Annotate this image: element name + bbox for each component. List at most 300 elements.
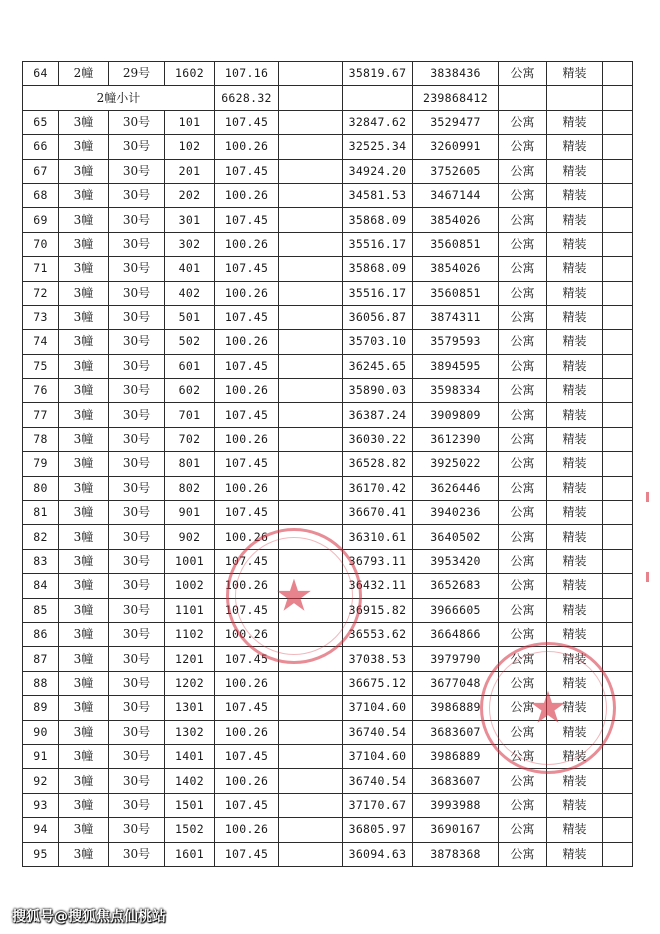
cell-no: 67 xyxy=(23,159,59,183)
cell-use: 公寓 xyxy=(499,281,547,305)
cell-extra xyxy=(603,159,633,183)
cell-use: 公寓 xyxy=(499,744,547,768)
cell-decor: 精装 xyxy=(547,183,603,207)
cell-no: 92 xyxy=(23,769,59,793)
cell-decor: 精装 xyxy=(547,379,603,403)
cell-building: 3幢 xyxy=(59,110,109,134)
cell-room: 901 xyxy=(165,501,215,525)
cell-unit: 30号 xyxy=(109,696,165,720)
cell-area: 100.26 xyxy=(215,622,279,646)
cell-room: 602 xyxy=(165,379,215,403)
cell-no: 78 xyxy=(23,427,59,451)
cell-decor: 精装 xyxy=(547,622,603,646)
cell-extra xyxy=(603,842,633,866)
cell-price: 36030.22 xyxy=(343,427,413,451)
cell-no: 87 xyxy=(23,647,59,671)
cell-unit: 30号 xyxy=(109,501,165,525)
cell-room: 1202 xyxy=(165,671,215,695)
cell-area: 100.26 xyxy=(215,379,279,403)
cell-total: 3529477 xyxy=(413,110,499,134)
cell-building: 3幢 xyxy=(59,696,109,720)
cell-room: 1401 xyxy=(165,744,215,768)
cell-use: 公寓 xyxy=(499,818,547,842)
cell-decor: 精装 xyxy=(547,574,603,598)
cell-decor: 精装 xyxy=(547,793,603,817)
cell-unit: 30号 xyxy=(109,720,165,744)
cell-room: 201 xyxy=(165,159,215,183)
cell-use: 公寓 xyxy=(499,622,547,646)
cell-use: 公寓 xyxy=(499,305,547,329)
cell-decor: 精装 xyxy=(547,769,603,793)
cell-no: 65 xyxy=(23,110,59,134)
cell-unit: 30号 xyxy=(109,232,165,256)
cell-no: 66 xyxy=(23,135,59,159)
cell-extra xyxy=(603,403,633,427)
cell-unit: 30号 xyxy=(109,452,165,476)
cell-area: 100.26 xyxy=(215,476,279,500)
cell-use: 公寓 xyxy=(499,842,547,866)
cell-no: 85 xyxy=(23,598,59,622)
cell-room: 1601 xyxy=(165,842,215,866)
cell-room: 601 xyxy=(165,354,215,378)
cell-blank xyxy=(279,793,343,817)
cell-area: 107.45 xyxy=(215,208,279,232)
cell-price: 36170.42 xyxy=(343,476,413,500)
cell-extra xyxy=(603,476,633,500)
table-row xyxy=(23,354,633,378)
cell-no: 69 xyxy=(23,208,59,232)
cell-extra xyxy=(603,598,633,622)
cell-blank xyxy=(279,744,343,768)
cell-total: 3909809 xyxy=(413,403,499,427)
cell-decor: 精装 xyxy=(547,62,603,86)
cell-decor: 精装 xyxy=(547,549,603,573)
cell-total: 3986889 xyxy=(413,696,499,720)
table-row xyxy=(23,427,633,451)
cell-unit: 30号 xyxy=(109,574,165,598)
cell-decor: 精装 xyxy=(547,720,603,744)
table-row xyxy=(23,62,633,86)
cell-unit: 30号 xyxy=(109,208,165,232)
cell-extra xyxy=(603,549,633,573)
table-row xyxy=(23,622,633,646)
cell-unit: 30号 xyxy=(109,671,165,695)
cell-price: 36432.11 xyxy=(343,574,413,598)
cell-area: 107.45 xyxy=(215,793,279,817)
cell-no: 72 xyxy=(23,281,59,305)
cell-extra xyxy=(603,501,633,525)
cell-decor: 精装 xyxy=(547,354,603,378)
cell-total: 3260991 xyxy=(413,135,499,159)
cell-price: 35868.09 xyxy=(343,208,413,232)
cell-unit: 30号 xyxy=(109,842,165,866)
cell-extra xyxy=(603,427,633,451)
cell-blank xyxy=(499,86,547,110)
cell-room: 502 xyxy=(165,330,215,354)
cell-total: 3690167 xyxy=(413,818,499,842)
cell-decor: 精装 xyxy=(547,208,603,232)
cell-blank xyxy=(279,647,343,671)
cell-unit: 30号 xyxy=(109,183,165,207)
cell-price: 36528.82 xyxy=(343,452,413,476)
cell-total: 3752605 xyxy=(413,159,499,183)
cell-extra xyxy=(603,574,633,598)
cell-total: 3925022 xyxy=(413,452,499,476)
cell-price: 36915.82 xyxy=(343,598,413,622)
cell-total: 3953420 xyxy=(413,549,499,573)
cell-price: 37170.67 xyxy=(343,793,413,817)
cell-no: 76 xyxy=(23,379,59,403)
cell-extra xyxy=(603,135,633,159)
price-list-table xyxy=(22,61,633,867)
cell-building: 3幢 xyxy=(59,549,109,573)
cell-total: 3979790 xyxy=(413,647,499,671)
cell-area: 100.26 xyxy=(215,281,279,305)
cell-total: 3940236 xyxy=(413,501,499,525)
cell-extra xyxy=(603,696,633,720)
cell-decor: 精装 xyxy=(547,452,603,476)
cell-extra xyxy=(603,525,633,549)
cell-total: 3966605 xyxy=(413,598,499,622)
cell-extra xyxy=(603,769,633,793)
cell-total: 3874311 xyxy=(413,305,499,329)
cell-blank xyxy=(279,159,343,183)
cell-price: 37104.60 xyxy=(343,696,413,720)
table-row xyxy=(23,696,633,720)
cell-blank xyxy=(279,86,343,110)
cell-unit: 30号 xyxy=(109,110,165,134)
cell-decor: 精装 xyxy=(547,696,603,720)
cell-total: 3683607 xyxy=(413,720,499,744)
cell-total: 3993988 xyxy=(413,793,499,817)
cell-area: 107.45 xyxy=(215,842,279,866)
cell-unit: 30号 xyxy=(109,793,165,817)
table-row xyxy=(23,379,633,403)
cell-area: 107.45 xyxy=(215,501,279,525)
table-row xyxy=(23,744,633,768)
cell-room: 702 xyxy=(165,427,215,451)
cell-blank xyxy=(279,379,343,403)
cell-unit: 30号 xyxy=(109,330,165,354)
cell-no: 75 xyxy=(23,354,59,378)
cell-no: 64 xyxy=(23,62,59,86)
table-row xyxy=(23,598,633,622)
cell-total: 3664866 xyxy=(413,622,499,646)
cell-area: 107.45 xyxy=(215,110,279,134)
table-row xyxy=(23,330,633,354)
edge-seal-fragment xyxy=(646,572,649,582)
cell-area: 107.45 xyxy=(215,696,279,720)
cell-price: 35516.17 xyxy=(343,232,413,256)
cell-area: 107.45 xyxy=(215,452,279,476)
cell-total: 3579593 xyxy=(413,330,499,354)
table-row xyxy=(23,135,633,159)
cell-blank xyxy=(279,305,343,329)
cell-room: 1101 xyxy=(165,598,215,622)
cell-use: 公寓 xyxy=(499,696,547,720)
cell-building: 3幢 xyxy=(59,769,109,793)
table-row xyxy=(23,574,633,598)
cell-price: 35890.03 xyxy=(343,379,413,403)
cell-use: 公寓 xyxy=(499,110,547,134)
cell-use: 公寓 xyxy=(499,379,547,403)
cell-use: 公寓 xyxy=(499,403,547,427)
cell-no: 94 xyxy=(23,818,59,842)
cell-blank xyxy=(279,622,343,646)
cell-total: 3854026 xyxy=(413,208,499,232)
cell-no: 93 xyxy=(23,793,59,817)
cell-price: 35868.09 xyxy=(343,257,413,281)
cell-extra xyxy=(603,208,633,232)
cell-no: 88 xyxy=(23,671,59,695)
cell-blank xyxy=(279,671,343,695)
cell-blank xyxy=(279,183,343,207)
cell-no: 77 xyxy=(23,403,59,427)
cell-price: 32847.62 xyxy=(343,110,413,134)
cell-price: 34581.53 xyxy=(343,183,413,207)
cell-decor: 精装 xyxy=(547,135,603,159)
cell-use: 公寓 xyxy=(499,62,547,86)
table-row xyxy=(23,818,633,842)
cell-building: 3幢 xyxy=(59,452,109,476)
cell-room: 1502 xyxy=(165,818,215,842)
cell-building: 3幢 xyxy=(59,281,109,305)
cell-use: 公寓 xyxy=(499,525,547,549)
subtotal-total: 239868412 xyxy=(413,86,499,110)
cell-no: 90 xyxy=(23,720,59,744)
cell-blank xyxy=(279,842,343,866)
cell-total: 3894595 xyxy=(413,354,499,378)
cell-extra xyxy=(603,354,633,378)
cell-decor: 精装 xyxy=(547,257,603,281)
cell-room: 102 xyxy=(165,135,215,159)
cell-total: 3854026 xyxy=(413,257,499,281)
cell-decor: 精装 xyxy=(547,744,603,768)
cell-building: 3幢 xyxy=(59,403,109,427)
table-row xyxy=(23,183,633,207)
cell-area: 107.45 xyxy=(215,257,279,281)
cell-use: 公寓 xyxy=(499,598,547,622)
table-row xyxy=(23,403,633,427)
cell-no: 73 xyxy=(23,305,59,329)
cell-blank xyxy=(279,208,343,232)
cell-price: 36670.41 xyxy=(343,501,413,525)
cell-blank xyxy=(343,86,413,110)
cell-price: 36553.62 xyxy=(343,622,413,646)
cell-use: 公寓 xyxy=(499,135,547,159)
cell-blank xyxy=(279,598,343,622)
cell-price: 36387.24 xyxy=(343,403,413,427)
cell-building: 3幢 xyxy=(59,574,109,598)
cell-price: 36310.61 xyxy=(343,525,413,549)
cell-use: 公寓 xyxy=(499,183,547,207)
cell-unit: 30号 xyxy=(109,135,165,159)
cell-blank xyxy=(279,257,343,281)
cell-blank xyxy=(279,525,343,549)
cell-room: 302 xyxy=(165,232,215,256)
cell-no: 89 xyxy=(23,696,59,720)
cell-extra xyxy=(603,818,633,842)
cell-decor: 精装 xyxy=(547,476,603,500)
cell-no: 71 xyxy=(23,257,59,281)
cell-building: 3幢 xyxy=(59,720,109,744)
cell-extra xyxy=(603,793,633,817)
cell-blank xyxy=(279,476,343,500)
cell-unit: 30号 xyxy=(109,379,165,403)
cell-extra xyxy=(603,622,633,646)
cell-no: 74 xyxy=(23,330,59,354)
cell-use: 公寓 xyxy=(499,330,547,354)
cell-total: 3598334 xyxy=(413,379,499,403)
cell-use: 公寓 xyxy=(499,208,547,232)
cell-no: 82 xyxy=(23,525,59,549)
cell-blank xyxy=(279,818,343,842)
cell-use: 公寓 xyxy=(499,769,547,793)
subtotal-area: 6628.32 xyxy=(215,86,279,110)
cell-area: 100.26 xyxy=(215,818,279,842)
cell-extra xyxy=(603,305,633,329)
cell-blank xyxy=(279,330,343,354)
cell-price: 36805.97 xyxy=(343,818,413,842)
cell-area: 107.45 xyxy=(215,549,279,573)
cell-area: 107.45 xyxy=(215,354,279,378)
cell-area: 100.26 xyxy=(215,183,279,207)
cell-building: 3幢 xyxy=(59,379,109,403)
cell-decor: 精装 xyxy=(547,647,603,671)
cell-decor: 精装 xyxy=(547,330,603,354)
watermark-text: 搜狐号@搜狐焦点仙桃站 xyxy=(12,909,166,925)
cell-no: 81 xyxy=(23,501,59,525)
cell-use: 公寓 xyxy=(499,476,547,500)
cell-no: 80 xyxy=(23,476,59,500)
cell-building: 3幢 xyxy=(59,330,109,354)
cell-blank xyxy=(603,86,633,110)
cell-room: 1302 xyxy=(165,720,215,744)
cell-use: 公寓 xyxy=(499,159,547,183)
table-row xyxy=(23,501,633,525)
edge-seal-fragment xyxy=(646,492,649,502)
cell-room: 1201 xyxy=(165,647,215,671)
table-row xyxy=(23,232,633,256)
cell-no: 86 xyxy=(23,622,59,646)
table-row xyxy=(23,671,633,695)
cell-room: 202 xyxy=(165,183,215,207)
cell-total: 3652683 xyxy=(413,574,499,598)
cell-building: 3幢 xyxy=(59,598,109,622)
cell-building: 3幢 xyxy=(59,183,109,207)
cell-building: 3幢 xyxy=(59,744,109,768)
cell-extra xyxy=(603,110,633,134)
cell-price: 36675.12 xyxy=(343,671,413,695)
cell-use: 公寓 xyxy=(499,452,547,476)
cell-extra xyxy=(603,62,633,86)
cell-blank xyxy=(547,86,603,110)
cell-decor: 精装 xyxy=(547,403,603,427)
cell-room: 801 xyxy=(165,452,215,476)
table-row xyxy=(23,842,633,866)
cell-room: 301 xyxy=(165,208,215,232)
cell-blank xyxy=(279,574,343,598)
cell-building: 3幢 xyxy=(59,525,109,549)
cell-blank xyxy=(279,549,343,573)
cell-use: 公寓 xyxy=(499,549,547,573)
cell-area: 100.26 xyxy=(215,427,279,451)
cell-use: 公寓 xyxy=(499,257,547,281)
cell-price: 36793.11 xyxy=(343,549,413,573)
cell-extra xyxy=(603,671,633,695)
cell-use: 公寓 xyxy=(499,354,547,378)
cell-area: 100.26 xyxy=(215,574,279,598)
cell-building: 3幢 xyxy=(59,842,109,866)
cell-unit: 30号 xyxy=(109,476,165,500)
cell-area: 100.26 xyxy=(215,232,279,256)
cell-room: 902 xyxy=(165,525,215,549)
cell-area: 107.45 xyxy=(215,744,279,768)
cell-price: 36094.63 xyxy=(343,842,413,866)
cell-price: 36245.65 xyxy=(343,354,413,378)
cell-room: 101 xyxy=(165,110,215,134)
cell-decor: 精装 xyxy=(547,525,603,549)
cell-room: 1602 xyxy=(165,62,215,86)
cell-price: 37038.53 xyxy=(343,647,413,671)
cell-use: 公寓 xyxy=(499,427,547,451)
cell-blank xyxy=(279,403,343,427)
cell-unit: 30号 xyxy=(109,647,165,671)
cell-extra xyxy=(603,232,633,256)
cell-unit: 30号 xyxy=(109,257,165,281)
cell-decor: 精装 xyxy=(547,671,603,695)
cell-decor: 精装 xyxy=(547,818,603,842)
cell-building: 3幢 xyxy=(59,354,109,378)
table-row xyxy=(23,549,633,573)
cell-total: 3986889 xyxy=(413,744,499,768)
cell-total: 3560851 xyxy=(413,232,499,256)
cell-use: 公寓 xyxy=(499,671,547,695)
cell-room: 1301 xyxy=(165,696,215,720)
cell-blank xyxy=(279,696,343,720)
cell-area: 107.16 xyxy=(215,62,279,86)
cell-total: 3640502 xyxy=(413,525,499,549)
table-row xyxy=(23,647,633,671)
cell-area: 100.26 xyxy=(215,720,279,744)
cell-area: 100.26 xyxy=(215,135,279,159)
cell-price: 36740.54 xyxy=(343,720,413,744)
cell-blank xyxy=(279,135,343,159)
cell-room: 802 xyxy=(165,476,215,500)
cell-blank xyxy=(279,720,343,744)
seal-star-icon: ★ xyxy=(274,570,314,622)
cell-decor: 精装 xyxy=(547,232,603,256)
cell-unit: 30号 xyxy=(109,403,165,427)
table-row xyxy=(23,159,633,183)
cell-decor: 精装 xyxy=(547,427,603,451)
cell-decor: 精装 xyxy=(547,305,603,329)
table-row xyxy=(23,257,633,281)
cell-decor: 精装 xyxy=(547,110,603,134)
cell-blank xyxy=(279,110,343,134)
cell-unit: 30号 xyxy=(109,744,165,768)
cell-building: 3幢 xyxy=(59,622,109,646)
cell-blank xyxy=(279,769,343,793)
cell-use: 公寓 xyxy=(499,647,547,671)
cell-building: 3幢 xyxy=(59,159,109,183)
cell-price: 35516.17 xyxy=(343,281,413,305)
cell-area: 107.45 xyxy=(215,647,279,671)
cell-blank xyxy=(279,62,343,86)
table-row xyxy=(23,720,633,744)
cell-room: 402 xyxy=(165,281,215,305)
cell-use: 公寓 xyxy=(499,793,547,817)
